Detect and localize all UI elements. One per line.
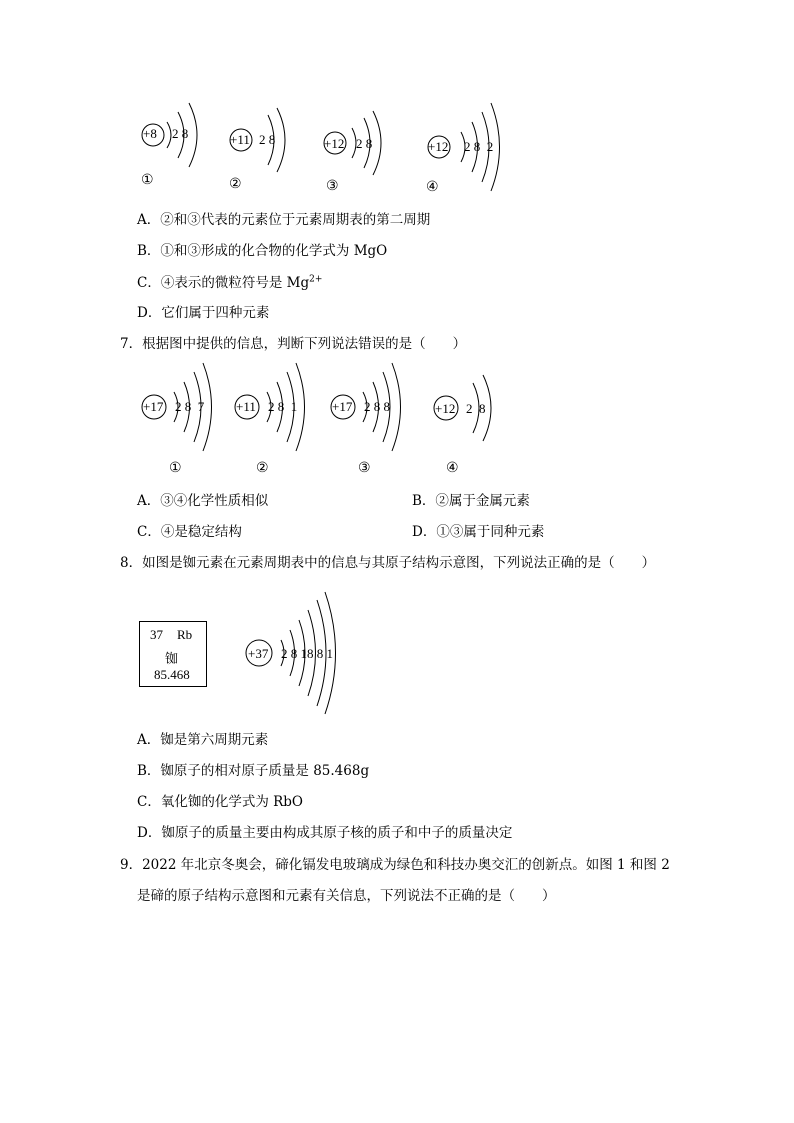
diagram-label: ② <box>256 460 269 476</box>
element-name: 铷 <box>165 651 179 666</box>
nucleus-charge: +17 <box>143 399 164 414</box>
diagram-label: ② <box>229 176 242 192</box>
electron-config: 2 8 <box>259 132 276 147</box>
nucleus-charge: +37 <box>248 646 269 661</box>
option-b: B．①和③形成的化合物的化学式为 MgO <box>137 243 388 259</box>
option-b: B．②属于金属元素 <box>412 493 530 509</box>
option-a: A．铷是第六周期元素 <box>137 732 269 748</box>
diagram-label: ③ <box>326 178 339 194</box>
atomic-number: 37 <box>150 627 163 642</box>
option-a: A．③④化学性质相似 <box>137 493 269 509</box>
nucleus-charge: +12 <box>428 139 449 154</box>
nucleus-charge: +11 <box>230 132 250 147</box>
electron-config: 2 8 1 <box>268 399 298 414</box>
question-8-stem: 8．如图是铷元素在元素周期表中的信息与其原子结构示意图，下列说法正确的是（ ） <box>120 555 656 571</box>
electron-config: 2 8 <box>466 401 486 416</box>
option-d: D．①③属于同种元素 <box>412 524 545 540</box>
question-7-stem: 7．根据图中提供的信息，判断下列说法错误的是（ ） <box>120 336 467 352</box>
periodic-table-cell <box>139 621 207 687</box>
nucleus-charge: +8 <box>143 126 157 141</box>
option-b: B．铷原子的相对原子质量是 85.468g <box>137 763 370 779</box>
option-c: C．④表示的微粒符号是 $Mg^{2+}$ <box>137 274 323 291</box>
electron-config: 2 8 18 8 1 <box>281 646 333 661</box>
nucleus-charge: +12 <box>435 401 456 416</box>
diagram-label: ① <box>141 172 154 188</box>
option-d: D．铷原子的质量主要由构成其原子核的质子和中子的质量决定 <box>137 825 513 841</box>
option-d: D．它们属于四种元素 <box>137 305 270 321</box>
electron-config: 2 8 8 <box>364 399 390 414</box>
diagram-label: ④ <box>426 179 439 195</box>
diagram-label: ① <box>169 460 182 476</box>
electron-config: 2 8 7 <box>175 399 205 414</box>
electron-config: 2 8 2 <box>464 139 494 154</box>
nucleus-charge: +12 <box>324 136 345 151</box>
option-a: A．②和③代表的元素位于元素周期表的第二周期 <box>137 212 431 228</box>
electron-config: 2 8 <box>172 126 189 141</box>
diagram-label: ③ <box>358 460 371 476</box>
question-9-line-1: 9．2022 年北京冬奥会，碲化镉发电玻璃成为绿色和科技办奥交汇的创新点。如图 1 和图 2 <box>120 857 670 873</box>
question-9-line-2: 是碲的原子结构示意图和元素有关信息，下列说法不正确的是（ ） <box>137 888 556 904</box>
option-c: C．④是稳定结构 <box>137 524 242 540</box>
nucleus-charge: +17 <box>332 399 353 414</box>
nucleus-charge: +11 <box>236 399 256 414</box>
diagram-label: ④ <box>446 460 459 476</box>
element-symbol: Rb <box>177 627 193 642</box>
electron-config: 2 8 <box>356 136 373 151</box>
option-c: C．氧化铷的化学式为 RbO <box>137 794 303 810</box>
atomic-mass: 85.468 <box>154 667 190 682</box>
